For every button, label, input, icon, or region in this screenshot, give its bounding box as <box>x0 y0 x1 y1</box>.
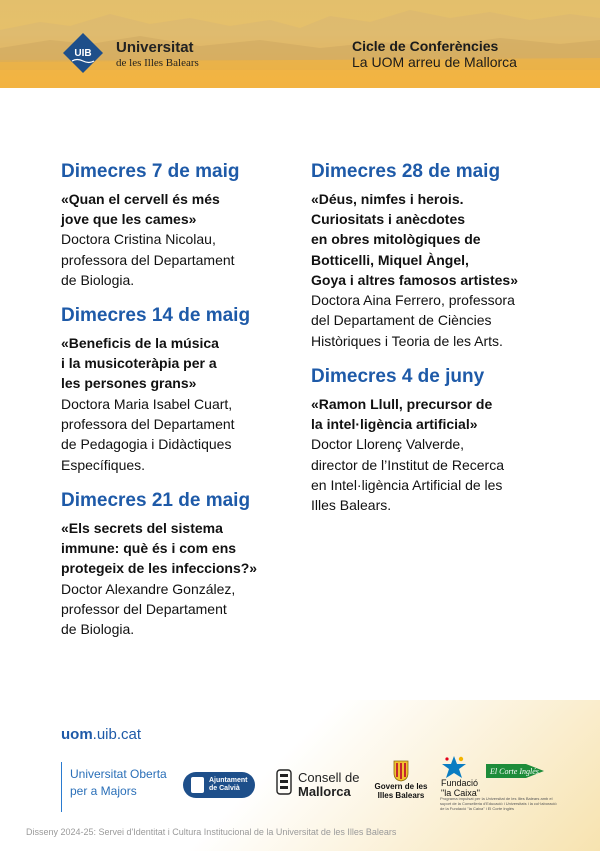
event-talk-line: «Beneficis de la música <box>61 334 219 351</box>
event-talk-title <box>61 333 296 394</box>
govern-logo <box>373 760 429 800</box>
uib-logo-icon[interactable] <box>62 32 104 74</box>
event-talk-line: jove que les cames» <box>61 210 197 227</box>
event-speaker-line: de Biologia. <box>61 271 135 288</box>
event-speaker-line: professor del Departament <box>61 600 227 617</box>
event-talk-title <box>311 394 551 435</box>
calvia-text <box>209 777 248 792</box>
event-talk-title <box>61 189 296 230</box>
event-date: Dimecres 7 de maig <box>61 161 240 182</box>
event-talk-line: en obres mitològiques de <box>311 231 481 248</box>
uom-line2: per a Majors <box>70 783 137 798</box>
design-credit: Disseny 2024-25: Servei d'Identitat i Cultura Institucional de la Universitat de les Illes Balears <box>26 827 397 837</box>
event-speaker-line: de Biologia. <box>61 621 135 638</box>
event-item <box>61 489 296 639</box>
event-date: Dimecres 28 de maig <box>311 161 501 182</box>
event-speaker <box>61 394 296 475</box>
cycle-subtitle: La UOM arreu de Mallorca <box>352 54 517 71</box>
event-speaker <box>311 290 551 351</box>
consell-text <box>298 771 359 798</box>
fundacio-logo <box>441 755 486 799</box>
govern-line2: Illes Balears <box>377 791 425 801</box>
event-talk-line: immune: què és i com ens <box>61 539 237 556</box>
cycle-title-block <box>352 38 517 70</box>
events-left-column <box>61 160 296 653</box>
event-speaker <box>61 579 296 640</box>
header-band <box>0 0 600 88</box>
event-talk-title <box>311 189 551 290</box>
events-right-column <box>311 160 551 530</box>
event-speaker <box>311 434 551 515</box>
event-talk-line: «Déus, nimfes i herois. <box>311 190 464 207</box>
event-talk-line: les persones grans» <box>61 375 197 392</box>
el-corte-ingles-logo <box>486 758 544 784</box>
event-speaker <box>61 229 296 290</box>
calvia-logo <box>183 772 255 798</box>
calvia-line1: Ajuntament <box>209 777 248 784</box>
event-speaker-line: professora del Departament <box>61 416 235 433</box>
event-talk-line: «Quan el cervell és més <box>61 190 220 207</box>
event-talk-line: la intel·ligència artificial» <box>311 416 478 433</box>
sponsor-small-print: Programa impulsat per la Universitat de les Illes Balears amb el suport de la Conselleria d'Educació i Universitats i la col·laboració de la Fundació "la Caixa" i El Corte Inglés <box>440 796 557 812</box>
consell-emblem-icon <box>275 768 293 796</box>
event-speaker-line: del Departament de Ciències <box>311 312 492 329</box>
website-link-rest: .uib.cat <box>92 726 142 743</box>
event-item <box>61 160 296 290</box>
govern-line1: Govern de les <box>374 782 428 791</box>
event-talk-line: Botticelli, Miquel Àngel, <box>311 251 469 268</box>
event-item <box>311 365 551 515</box>
event-speaker-line: Específiques. <box>61 456 146 473</box>
university-name-line1: Universitat <box>116 39 194 56</box>
calvia-shield-icon <box>191 777 204 793</box>
event-item <box>311 160 551 351</box>
university-name <box>116 40 199 69</box>
event-talk-line: «Ramon Llull, precursor de <box>311 395 493 412</box>
fundacio-line2: "la Caixa" <box>441 787 480 798</box>
event-speaker-line: Doctora Aina Ferrero, professora <box>311 292 515 309</box>
event-speaker-line: director de l’Institut de Recerca <box>311 456 504 473</box>
event-talk-line: «Els secrets del sistema <box>61 519 223 536</box>
event-speaker-line: Doctora Maria Isabel Cuart, <box>61 395 233 412</box>
consell-line1: Consell de <box>298 770 360 785</box>
event-date: Dimecres 4 de juny <box>311 366 485 388</box>
website-link-bold: uom <box>61 726 93 743</box>
calvia-line2: de Calvià <box>209 784 240 792</box>
event-talk-line: Goya i altres famosos artistes» <box>311 271 518 288</box>
el-corte-ingles-text: El Corte Inglés <box>490 767 539 776</box>
event-speaker-line: Doctor Alexandre González, <box>61 580 236 597</box>
event-speaker-line: Històriques i Teoria de les Arts. <box>311 332 503 349</box>
consell-line2: Mallorca <box>298 783 351 799</box>
uom-logo <box>61 762 167 812</box>
event-talk-line: Curiositats i anècdotes <box>311 210 466 227</box>
fundacio-line1: Fundació <box>441 778 479 788</box>
event-item <box>61 304 296 475</box>
event-talk-line: i la musicoteràpia per a <box>61 355 217 372</box>
website-link[interactable] <box>61 726 141 743</box>
event-speaker-line: Doctor Llorenç Valverde, <box>311 436 465 453</box>
uom-line1: Universitat Oberta <box>70 767 167 781</box>
event-speaker-line: de Pedagogia i Didàctiques <box>61 436 232 453</box>
event-date: Dimecres 14 de maig <box>61 305 251 327</box>
govern-shield-icon <box>393 760 409 782</box>
cycle-title: Cicle de Conferències <box>352 38 499 54</box>
event-talk-line: protegeix de les infeccions?» <box>61 560 258 577</box>
event-speaker-line: Illes Balears. <box>311 497 392 514</box>
event-talk-title <box>61 518 296 579</box>
event-date: Dimecres 21 de maig <box>61 489 251 511</box>
event-speaker-line: professora del Departament <box>61 251 235 268</box>
event-speaker-line: en Intel·ligència Artificial de les <box>311 476 503 493</box>
university-name-line2: de les Illes Balears <box>116 57 199 69</box>
la-caixa-star-icon <box>441 755 467 779</box>
uib-logo-text: UIB <box>74 48 92 59</box>
event-speaker-line: Doctora Cristina Nicolau, <box>61 231 216 248</box>
